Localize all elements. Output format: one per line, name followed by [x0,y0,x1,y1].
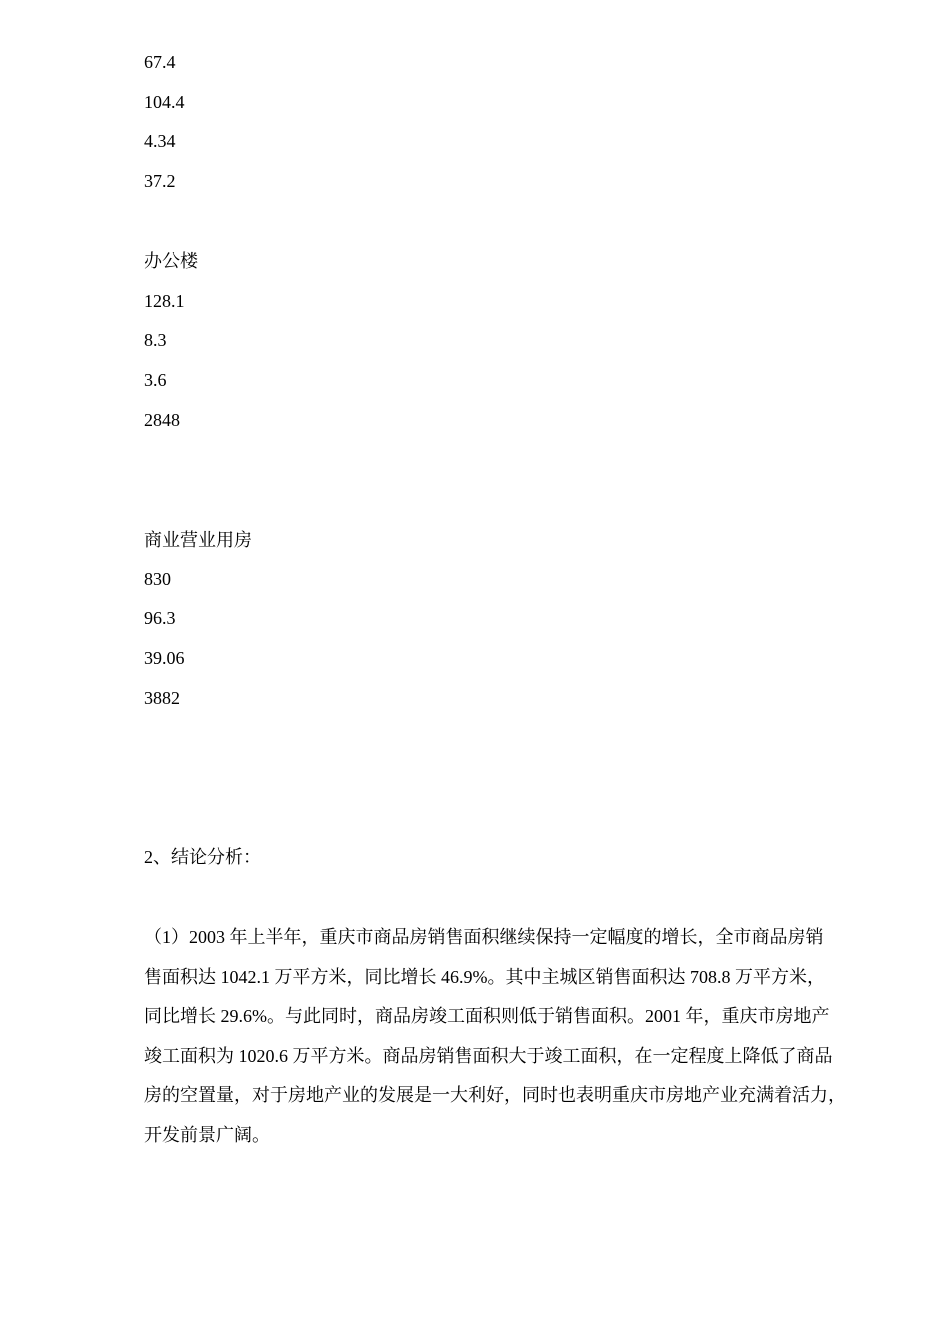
section-heading: 2、结论分析： [144,847,261,867]
value-line: 67.4 [144,52,176,72]
value-line: 104.4 [144,92,185,112]
paragraph-line: （1）2003 年上半年，重庆市商品房销售面积继续保持一定幅度的增长，全市商品房销 [144,927,824,947]
paragraph-line: 开发前景广阔。 [144,1124,270,1145]
paragraph-line: 同比增长 29.6%。与此同时，商品房竣工面积则低于销售面积。2001 年，重庆市房地产 [144,1006,830,1027]
value-line: 128.1 [144,291,185,311]
value-line: 2848 [144,410,180,430]
value-line: 4.34 [144,131,176,151]
value-line: 37.2 [144,171,176,191]
category-label: 办公楼 [144,251,198,271]
value-line: 830 [144,569,171,589]
value-line: 8.3 [144,330,167,350]
analysis-paragraph [144,918,889,1156]
value-line: 39.06 [144,648,185,668]
value-line: 96.3 [144,608,176,628]
paragraph-line: 竣工面积为 1020.6 万平方米。商品房销售面积大于竣工面积，在一定程度上降低了商品 [144,1045,833,1066]
value-line: 3882 [144,688,180,708]
value-line: 3.6 [144,370,167,390]
category-label: 商业营业用房 [144,530,252,550]
paragraph-line: 售面积达 1042.1 万平方米，同比增长 46.9%。其中主城区销售面积达 708.8 万平方米， [144,966,825,987]
paragraph-line: 房的空置量，对于房地产业的发展是一大利好，同时也表明重庆市房地产业充满着活力， [144,1085,846,1106]
